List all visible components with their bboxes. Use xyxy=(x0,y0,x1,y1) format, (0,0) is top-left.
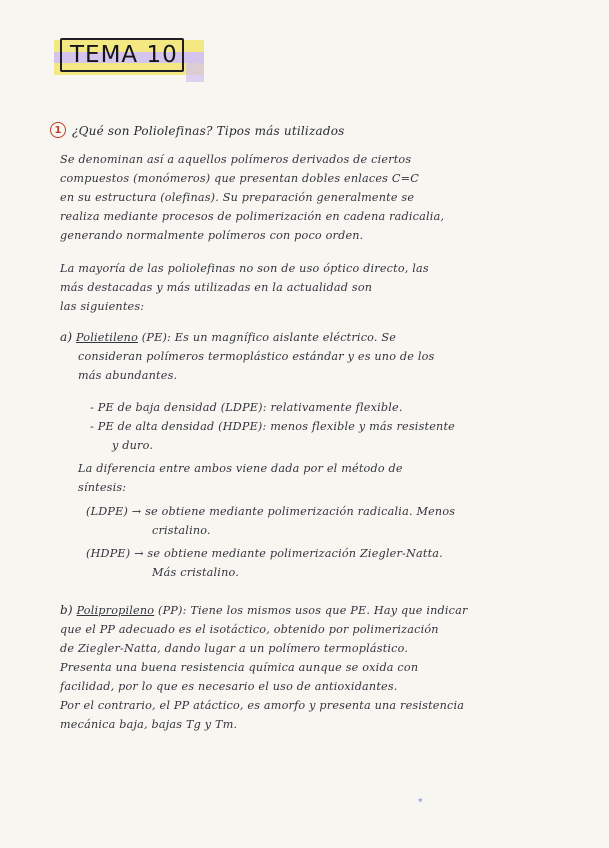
page-title: TEMA 10 xyxy=(60,38,184,72)
item-b-heading xyxy=(60,603,468,618)
item-a-diff-1: La diferencia entre ambos viene dada por el método de xyxy=(78,462,403,475)
item-a-synth-3: (HDPE) → se obtiene mediante polimerización Ziegler-Natta. xyxy=(86,547,443,560)
item-a-synth-2: cristalino. xyxy=(152,524,211,537)
item-a-bullet-1: - PE de baja densidad (LDPE): relativamente flexible. xyxy=(90,401,403,414)
item-b-line-2: que el PP adecuado es el isotáctico, obtenido por polimerización xyxy=(60,623,439,636)
item-b-line-7: mecánica baja, bajas Tg y Tm. xyxy=(60,718,238,731)
section-heading: ¿Qué son Poliolefinas? Tipos más utilizados xyxy=(72,124,345,138)
item-a-line-1: Es un magnífico aislante eléctrico. Se xyxy=(174,331,397,344)
section-number-circle: 1 xyxy=(50,122,66,138)
para1-line-1: Se denominan así a aquellos polímeros derivados de ciertos xyxy=(60,153,412,166)
item-b-abbr: (PP): xyxy=(158,604,187,617)
item-a-label: Polietileno xyxy=(76,331,139,344)
item-b-line-6: Por el contrario, el PP atáctico, es amorfo y presenta una resistencia xyxy=(60,699,465,712)
item-a-marker: a) xyxy=(60,330,73,344)
item-a-line-2: consideran polímeros termoplástico estándar y es uno de los xyxy=(78,350,435,363)
item-b-marker: b) xyxy=(60,603,73,617)
para2-line-3: las siguientes: xyxy=(60,300,145,313)
para1-line-5: generando normalmente polímeros con poco orden. xyxy=(60,229,364,242)
item-b-line-3: de Ziegler-Natta, dando lugar a un polímero termoplástico. xyxy=(60,642,409,655)
item-a-diff-2: síntesis: xyxy=(78,481,127,494)
item-b-line-5: facilidad, por lo que es necesario el uso de antioxidantes. xyxy=(60,680,398,693)
item-a-abbr: (PE): xyxy=(141,331,171,344)
item-b-line-1: Tiene los mismos usos que PE. Hay que indicar xyxy=(190,604,468,617)
item-a-synth-1: (LDPE) → se obtiene mediante polimerización radicalia. Menos xyxy=(86,505,456,518)
item-a-bullet-2-cont: y duro. xyxy=(112,439,154,452)
para1-line-2: compuestos (monómeros) que presentan dobles enlaces C=C xyxy=(60,172,419,185)
para2-line-1: La mayoría de las poliolefinas no son de uso óptico directo, las xyxy=(60,262,429,275)
page-mark: * xyxy=(418,798,423,808)
item-b-label: Polipropileno xyxy=(76,604,155,617)
item-b-line-4: Presenta una buena resistencia química aunque se oxida con xyxy=(60,661,419,674)
para1-line-4: realiza mediante procesos de polimerización en cadena radicalia, xyxy=(60,210,445,223)
para1-line-3: en su estructura (olefinas). Su preparación generalmente se xyxy=(60,191,415,204)
item-a-line-3: más abundantes. xyxy=(78,369,178,382)
item-a-heading xyxy=(60,330,396,345)
item-a-synth-4: Más cristalino. xyxy=(152,566,239,579)
para2-line-2: más destacadas y más utilizadas en la actualidad son xyxy=(60,281,373,294)
item-a-bullet-2: - PE de alta densidad (HDPE): menos flexible y más resistente xyxy=(90,420,455,433)
purple-highlight-edge xyxy=(186,52,204,82)
